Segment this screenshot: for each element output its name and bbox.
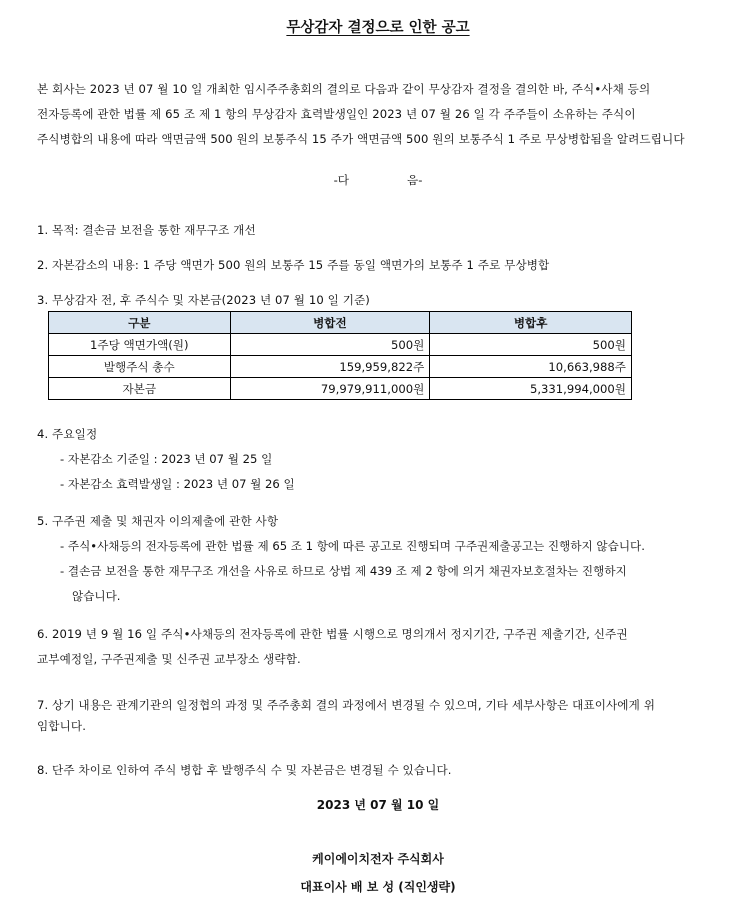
ceo-signature: 대표이사 배 보 성 (직인생략) xyxy=(300,880,456,894)
item6-line-1: 6. 2019 년 9 월 16 일 주식•사채등의 전자등록에 관한 법률 시행으로 명의개서 정지기간, 구주권 제출기간, 신주권 xyxy=(37,627,628,641)
table-row xyxy=(49,334,632,356)
company-name: 케이에이치전자 주식회사 xyxy=(312,852,444,866)
da-eum-heading: -다 음- xyxy=(333,173,423,187)
table-cell: 5,331,994,000원 xyxy=(430,378,632,400)
table-cell: 500원 xyxy=(230,334,430,356)
item-certificate-objection: 5. 구주권 제출 및 채권자 이의제출에 관한 사항 xyxy=(37,514,279,528)
table-cell: 159,959,822주 xyxy=(230,356,430,378)
item7-line-2: 임합니다. xyxy=(37,719,86,733)
item8: 8. 단주 차이로 인하여 주식 병합 후 발행주식 수 및 자본금은 변경될 수 있습니다. xyxy=(37,763,452,777)
intro-line-2: 전자등록에 관한 법률 제 65 조 제 1 항의 무상감자 효력발생일인 2023 년 07 월 26 일 각 주주들이 소유하는 주식이 xyxy=(37,107,636,121)
item7-line-1: 7. 상기 내용은 관계기관의 일정협의 과정 및 주주총회 결의 과정에서 변경될 수 있으며, 기타 세부사항은 대표이사에게 위 xyxy=(37,698,655,712)
capital-table xyxy=(48,311,632,400)
intro-line-3: 주식병합의 내용에 따라 액면금액 500 원의 보통주식 15 주가 액면금액 500 원의 보통주식 1 주로 무상병합됨을 알려드립니다 xyxy=(37,132,685,146)
table-header: 구분 xyxy=(49,312,231,334)
item5-sub-3: 않습니다. xyxy=(72,589,121,603)
table-cell: 1주당 액면가액(원) xyxy=(49,334,231,356)
schedule-base-date: - 자본감소 기준일 : 2023 년 07 월 25 일 xyxy=(60,452,273,466)
table-cell: 발행주식 총수 xyxy=(49,356,231,378)
table-header: 병합전 xyxy=(230,312,430,334)
notice-title: 무상감자 결정으로 인한 공고 xyxy=(286,20,470,36)
notice-date: 2023 년 07 월 10 일 xyxy=(316,798,440,812)
table-cell: 500원 xyxy=(430,334,632,356)
item-schedule: 4. 주요일정 xyxy=(37,427,98,441)
table-header: 병합후 xyxy=(430,312,632,334)
table-row xyxy=(49,356,632,378)
item5-sub-1: - 주식•사채등의 전자등록에 관한 법률 제 65 조 1 항에 따른 공고로 진행되며 구주권제출공고는 진행하지 않습니다. xyxy=(60,539,645,553)
intro-line-1: 본 회사는 2023 년 07 월 10 일 개최한 임시주주총회의 결의로 다음과 같이 무상감자 결정을 결의한 바, 주식•사채 등의 xyxy=(37,82,651,96)
table-cell: 자본금 xyxy=(49,378,231,400)
table-header-row xyxy=(49,312,632,334)
table-row xyxy=(49,378,632,400)
item6-line-2: 교부예정일, 구주권제출 및 신주권 교부장소 생략함. xyxy=(37,652,301,666)
item-shares-capital: 3. 무상감자 전, 후 주식수 및 자본금(2023 년 07 월 10 일 기준) xyxy=(37,293,370,307)
item-purpose: 1. 목적: 결손금 보전을 통한 재무구조 개선 xyxy=(37,223,256,237)
table-cell: 10,663,988주 xyxy=(430,356,632,378)
table-cell: 79,979,911,000원 xyxy=(230,378,430,400)
item5-sub-2: - 결손금 보전을 통한 재무구조 개선을 사유로 하므로 상법 제 439 조 제 2 항에 의거 채권자보호절차는 진행하지 xyxy=(60,564,627,578)
item-reduction-content: 2. 자본감소의 내용: 1 주당 액면가 500 원의 보통주 15 주를 동일 액면가의 보통주 1 주로 무상병합 xyxy=(37,258,550,272)
schedule-effective-date: - 자본감소 효력발생일 : 2023 년 07 월 26 일 xyxy=(60,477,295,491)
